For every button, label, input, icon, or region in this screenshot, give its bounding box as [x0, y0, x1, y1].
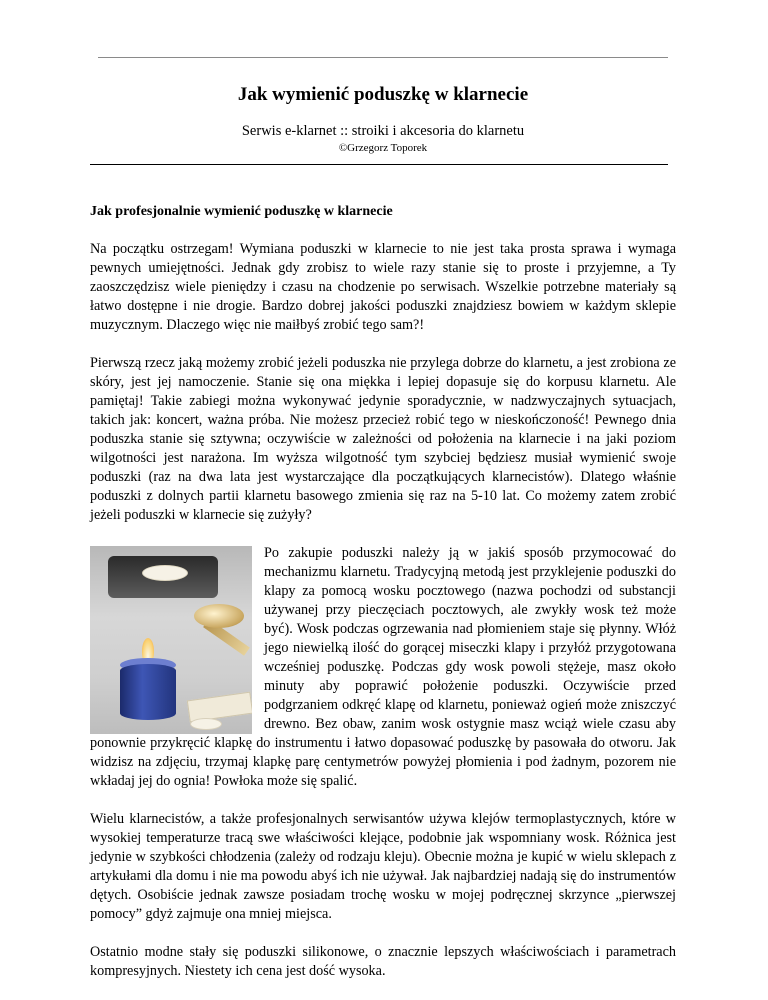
- section-title: Jak profesjonalnie wymienić poduszkę w klarnecie: [90, 204, 393, 219]
- paragraph-silicone: Ostatnio modne stały się poduszki silikonowe, o znacznie lepszych właściwościach i parametrach kompresyjnych. Niestety ich cena jest dość wysoka.: [90, 944, 676, 979]
- article-body: [90, 202, 676, 1000]
- document-header: [90, 84, 676, 155]
- copyright-note: ©Grzegorz Toporek: [338, 142, 428, 154]
- paragraph-wax-method: Po zakupie poduszki należy ją w jakiś sposób przymocować do mechanizmu klarnetu. Tradycyjną metodą jest przyklejenie poduszki do klapy za pomocą wosku pocztowego (nazwa pochodzi od substancji używanej przy pieczęciach pocztowych, ale zwykły wosk też może być). Wosk podczas ogrzewania nad płomieniem staje się płynny. Włóż jego niewielką ilość do gorącej miseczki klapy i przyłóż przygotowana wcześniej poduszkę. Podczas gdy wosk powoli stężeje, masz około minuty aby poprawić położenie poduszki. Oczywiście przed podgrzaniem odkręć klapę od klarnetu, ponieważ ogień może zniszczyć drewno. Bez obaw, zanim wosk ostygnie masz wciąż wiele czasu aby ponownie przykręcić klapkę do instrumentu i łatwo dopasować poduszkę by pasowała do otworu. Jak widzisz na zdjęciu, trzymaj klapkę parę centymetrów powyżej płomienia i pod żadnym, pozorem nie wkładaj jej do ognia! Powłoka może się spalić.: [90, 545, 676, 789]
- page-title: Jak wymienić poduszkę w klarnecie: [237, 84, 529, 105]
- paragraph-soaking: Pierwszą rzecz jaką możemy zrobić jeżeli poduszka nie przylega dobrze do klarnetu, a jest zrobiona ze skóry, jest jej namoczenie. Stanie się ona miękka i lepiej dopasuje się do korpusu klarnetu. Ale pamiętaj! Takie zabiegi można wykonywać jedynie sporadycznie, w nadzwyczajnych sytuacjach, takich jak: koncert, ważna próba. Nie możesz przecież robić tego w nieskończoność! Pewnego dnia poduszka stanie się sztywna; oczywiście w zależności od położenia na klarnecie i na jaki poziom wilgotności jest narażona. Im wyższa wilgotność tym szybciej będziesz musiał wymienić swoje poduszki (raz na dwa lata jest wystarczające dla początkujących klarnecistów). Dlatego właśnie poduszki z dolnych partii klarnetu basowego zmienia się raz na 5-10 lat. Co możemy zatem zrobić jeżeli poduszki w klarnecie się zużyły?: [90, 355, 676, 523]
- paragraph-intro: Na początku ostrzegam! Wymiana poduszki w klarnecie to nie jest taka prosta sprawa i wymaga pewnych umiejętności. Jednak gdy zrobisz to wiele razy stanie się to proste i przyjemne, a Ty zaoszczędzisz wiele pieniędzy i czasu na chodzenie po serwisach. Wszelkie potrzebne materiały są łatwo dostępne i nie drogie. Bardzo dobrej jakości poduszki znajdziesz bowiem w każdym sklepie muzycznym. Dlaczego więc nie maiłbyś zrobić tego sam?!: [90, 241, 676, 333]
- top-divider: [98, 57, 668, 58]
- candle-wax-photo: [90, 546, 252, 734]
- paragraph-glue: Wielu klarnecistów, a także profesjonalnych serwisantów używa klejów termoplastycznych, które w wysokiej temperaturze tracą swe właściwości klejące, podobnie jak wspomniany wosk. Różnica jest jedynie w szybkości chłodzenia (zależy od rodzaju kleju). Obecnie można je kupić w wielu sklepach z artykułami dla domu i nie ma powodu abyś ich nie używał. Jak najbardziej nadają się do instrumentów dętych. Osobiście jednak zawsze posiadam trochę wosku w mojej podręcznej skrzynce „pierwszej pomocy” gdyż zajmuje ona mniej miejsca.: [90, 811, 676, 922]
- paragraph-with-photo-wrapper: [90, 544, 676, 810]
- header-divider: [90, 164, 668, 165]
- site-subtitle: Serwis e-klarnet :: stroiki i akcesoria do klarnetu: [241, 123, 525, 139]
